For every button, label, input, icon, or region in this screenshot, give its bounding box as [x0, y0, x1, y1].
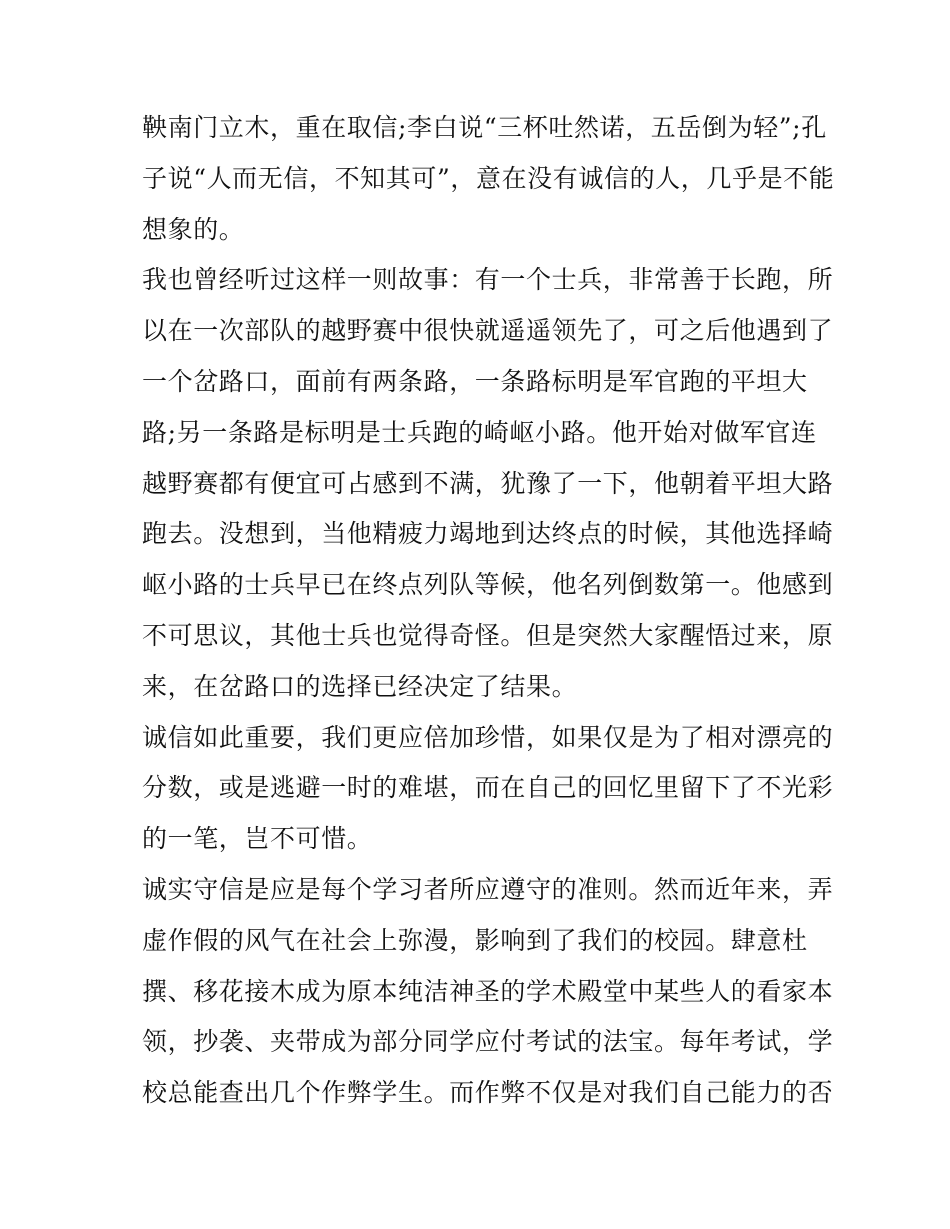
text-line: 分数，或是逃避一时的难堪，而在自己的回忆里留下了不光彩: [142, 773, 834, 803]
body-text: [142, 103, 835, 1119]
text-line: 诚实守信是应是每个学习者所应遵守的准则。然而近年来，弄: [142, 874, 834, 904]
text-line: 跑去。没想到，当他精疲力竭地到达终点的时候，其他选择崎: [142, 519, 834, 549]
text-line: 撰、移花接木成为原本纯洁神圣的学术殿堂中某些人的看家本: [142, 976, 834, 1006]
text-line: 的一笔，岂不可惜。: [142, 824, 373, 854]
text-line: 以在一次部队的越野赛中很快就遥遥领先了，可之后他遇到了: [142, 316, 834, 346]
text-line: 路;另一条路是标明是士兵跑的崎岖小路。他开始对做军官连: [142, 417, 817, 447]
text-line: 领，抄袭、夹带成为部分同学应付考试的法宝。每年考试，学: [142, 1027, 834, 1057]
text-line: 校总能查出几个作弊学生。而作弊不仅是对我们自己能力的否: [142, 1078, 834, 1108]
text-line: 我也曾经听过这样一则故事：有一个士兵，非常善于长跑，所: [142, 265, 834, 295]
text-line: 想象的。: [142, 214, 245, 244]
text-line: 一个岔路口，面前有两条路，一条路标明是军官跑的平坦大: [142, 366, 808, 396]
text-line: 鞅南门立木，重在取信;李白说“三杯吐然诺，五岳倒为轻”;孔: [142, 113, 827, 142]
text-line: 虚作假的风气在社会上弥漫，影响到了我们的校园。肆意杜: [142, 925, 808, 955]
text-line: 不可思议，其他士兵也觉得奇怪。但是突然大家醒悟过来，原: [142, 620, 834, 650]
text-line: 岖小路的士兵早已在终点列队等候，他名列倒数第一。他感到: [142, 570, 834, 600]
text-line: 来，在岔路口的选择已经决定了结果。: [142, 671, 578, 701]
text-line: 越野赛都有便宜可占感到不满，犹豫了一下，他朝着平坦大路: [142, 468, 834, 498]
text-line: 子说“人而无信，不知其可”，意在没有诚信的人，几乎是不能: [142, 163, 835, 193]
text-line: 诚信如此重要，我们更应倍加珍惜，如果仅是为了相对漂亮的: [142, 722, 834, 752]
